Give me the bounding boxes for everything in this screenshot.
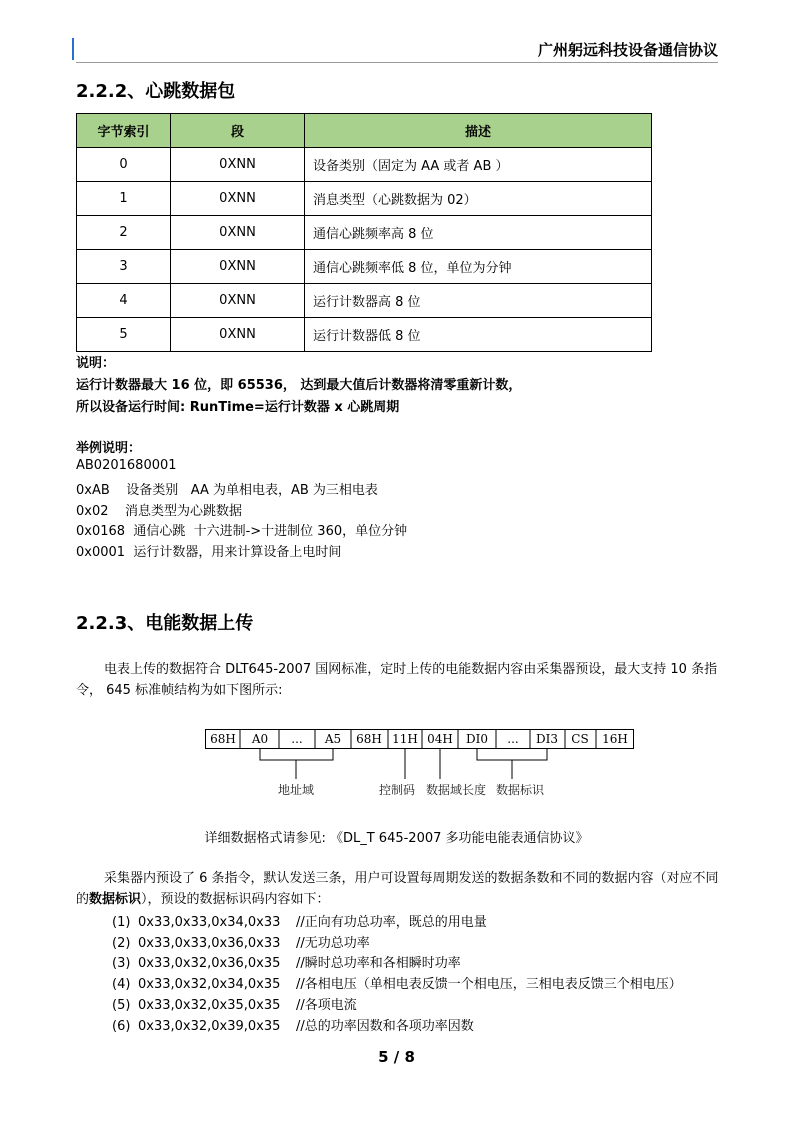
list-item <box>112 1015 474 1034</box>
note-title: 说明： <box>76 356 116 371</box>
frame-cell-end: 16H <box>602 732 628 746</box>
frame-cell-ellipsis: ... <box>507 732 519 746</box>
table-cell-seg: 0XNN <box>171 250 305 284</box>
preset-paragraph <box>76 868 722 910</box>
table-cell-seg: 0XNN <box>171 216 305 250</box>
section-title-energy-upload: 2.2.3、电能数据上传 <box>76 613 254 634</box>
table-cell-index: 3 <box>77 250 171 284</box>
list-item-number: (6) <box>112 1019 131 1034</box>
table-row <box>77 182 652 216</box>
frame-cell-control: 11H <box>392 732 418 746</box>
list-item <box>112 994 357 1013</box>
note-line: 运行计数器最大 16 位，即 65536， 达到最大值后计数器将清零重新计数， <box>76 378 522 393</box>
example-line: 0x0168 通信心跳 十六进制->十进制位 360，单位分钟 <box>76 524 408 539</box>
preset-text: ），预设的数据标识码内容如下： <box>141 892 330 907</box>
table-row <box>77 216 652 250</box>
list-item-code: 0x33,0x32,0x34,0x35 <box>138 977 281 992</box>
list-item-code: 0x33,0x32,0x35,0x35 <box>138 998 281 1013</box>
list-item <box>112 911 487 930</box>
frame-cell-start: 68H <box>210 732 236 746</box>
table-cell-index: 5 <box>77 318 171 352</box>
table-cell-seg: 0XNN <box>171 182 305 216</box>
table-row <box>77 250 652 284</box>
frame-cell-ellipsis: ... <box>291 732 303 746</box>
list-item <box>112 932 370 951</box>
table-cell-desc: 通信心跳频率低 8 位，单位为分钟 <box>305 250 652 284</box>
frame-brackets <box>260 749 547 779</box>
preset-text: 采集器内预设了 6 条指令，默认发送三条，用户可设置每周期发送的数据条数和不同的数据内容（对应不同的 <box>76 871 719 907</box>
table-header-cell: 段 <box>171 114 305 148</box>
frame-label-address: 地址域 <box>277 783 315 797</box>
frame-cell-start: 68H <box>356 732 382 746</box>
table-cell-index: 4 <box>77 284 171 318</box>
table-cell-seg: 0XNN <box>171 284 305 318</box>
list-item-comment: //各项电流 <box>296 998 357 1013</box>
table-header-cell: 字节索引 <box>77 114 171 148</box>
list-item-number: (1) <box>112 915 131 930</box>
table-cell-desc: 设备类别（固定为 AA 或者 AB ） <box>305 148 652 182</box>
list-item-number: (2) <box>112 936 131 951</box>
list-item-code: 0x33,0x33,0x36,0x33 <box>138 936 281 951</box>
list-item <box>112 952 461 971</box>
list-item-code: 0x33,0x32,0x36,0x35 <box>138 956 281 971</box>
list-item-comment: //各相电压（单相电表反馈一个相电压，三相电表反馈三个相电压） <box>296 977 682 992</box>
table-cell-index: 0 <box>77 148 171 182</box>
list-item-comment: //总的功率因数和各项功率因数 <box>296 1019 474 1034</box>
list-item-code: 0x33,0x33,0x34,0x33 <box>138 915 281 930</box>
example-line: 0x0001 运行计数器，用来计算设备上电时间 <box>76 545 342 560</box>
header-accent-bar <box>72 38 74 60</box>
table-cell-index: 1 <box>77 182 171 216</box>
table-header-row <box>77 114 652 148</box>
table-cell-desc: 消息类型（心跳数据为 02） <box>305 182 652 216</box>
intro-text: 电表上传的数据符合 DLT645-2007 国网标准，定时上传的电能数据内容由采集器预设，最大支持 10 条指令， 645 标准帧结构为如下图所示: <box>76 662 718 698</box>
table-row <box>77 284 652 318</box>
frame-label-length: 数据域长度 <box>425 783 487 797</box>
reference-note: 详细数据格式请参见: 《DL_T 645-2007 多功能电能表通信协议》 <box>204 831 589 846</box>
table-cell-seg: 0XNN <box>171 148 305 182</box>
section-title-heartbeat: 2.2.2、心跳数据包 <box>76 81 236 102</box>
table-cell-index: 2 <box>77 216 171 250</box>
table-cell-desc: 运行计数器高 8 位 <box>305 284 652 318</box>
example-line: 0xAB 设备类别 AA 为单相电表，AB 为三相电表 <box>76 483 378 498</box>
header-title: 广州躬远科技设备通信协议 <box>537 41 718 59</box>
preset-text-bold: 数据标识 <box>89 892 142 907</box>
frame-cell-address: A5 <box>324 732 342 746</box>
table-cell-desc: 通信心跳频率高 8 位 <box>305 216 652 250</box>
list-item-number: (5) <box>112 998 131 1013</box>
list-item-comment: //无功总功率 <box>296 936 370 951</box>
frame-cell-length: 04H <box>427 732 453 746</box>
frame-diagram-svg <box>205 729 635 801</box>
frame-cell-data-id: DI3 <box>536 732 558 746</box>
list-item-code: 0x33,0x32,0x39,0x35 <box>138 1019 281 1034</box>
example-line: AB0201680001 <box>76 458 177 473</box>
header-divider <box>76 62 718 63</box>
list-item-comment: //正向有功总功率，既总的用电量 <box>296 915 487 930</box>
heartbeat-table <box>76 113 652 352</box>
list-item <box>112 973 682 992</box>
list-item-number: (4) <box>112 977 131 992</box>
page-number: 5 / 8 <box>378 1048 415 1066</box>
table-cell-desc: 运行计数器低 8 位 <box>305 318 652 352</box>
example-title: 举例说明： <box>76 441 142 456</box>
table-row <box>77 318 652 352</box>
frame-outline <box>206 730 634 749</box>
table-cell-seg: 0XNN <box>171 318 305 352</box>
list-item-number: (3) <box>112 956 131 971</box>
frame-label-control: 控制码 <box>378 783 416 797</box>
intro-paragraph <box>76 659 722 701</box>
frame-label-data-id: 数据标识 <box>495 783 545 797</box>
frame-cell-data-id: DI0 <box>466 732 488 746</box>
frame-structure-diagram <box>205 729 635 801</box>
example-line: 0x02 消息类型为心跳数据 <box>76 504 243 519</box>
table-row <box>77 148 652 182</box>
note-line: 所以设备运行时间: RunTime=运行计数器 x 心跳周期 <box>76 400 400 415</box>
list-item-comment: //瞬时总功率和各相瞬时功率 <box>296 956 461 971</box>
frame-cell-address: A0 <box>251 732 269 746</box>
table-header-cell: 描述 <box>305 114 652 148</box>
frame-cell-checksum: CS <box>571 732 589 746</box>
